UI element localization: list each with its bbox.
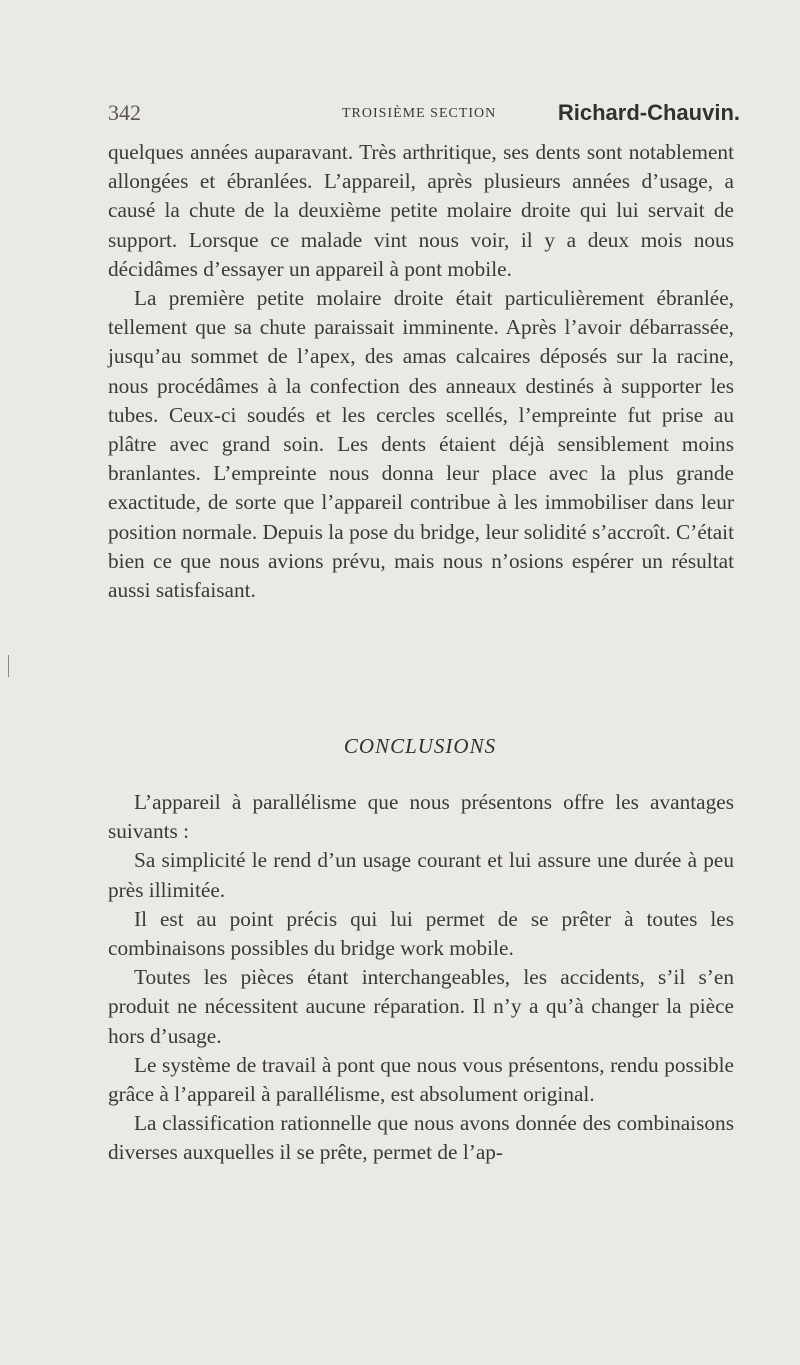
paragraph: quelques années auparavant. Très arthritique, ses dents sont notablement allongées et ébranlées. L’appareil, après plusieurs années d’usage, a causé la chute de la deuxième petite molaire droite qui lui servait de support. Lorsque ce malade vint nous voir, il y a deux mois nous décidâmes d’essayer un appareil à pont mobile.: [108, 140, 734, 281]
page-header: [108, 98, 740, 130]
paragraph: L’appareil à parallélisme que nous présentons offre les avantages suivants :: [108, 790, 734, 844]
running-head-author: Richard-Chauvin.: [557, 100, 740, 125]
paragraph: La classification rationnelle que nous avons donnée des combinaisons diverses auxquelles il se prête, permet de l’ap-: [108, 1111, 734, 1165]
running-head: TROISIÈME SECTION: [342, 106, 497, 121]
margin-mark: [8, 655, 9, 677]
body-text-after: [108, 788, 734, 1168]
paragraph: La première petite molaire droite était particulièrement ébranlée, tellement que sa chute paraissait imminente. Après l’avoir débarrassée, jusqu’au sommet de l’apex, des amas calcaires déposés sur la racine, nous procédâmes à la confection des anneaux destinés à supporter les tubes. Ceux-ci soudés et les cercles scellés, l’empreinte fut prise au plâtre avec grand soin. Les dents étaient déjà sensiblement moins branlantes. L’empreinte nous donna leur place avec la plus grande exactitude, de sorte que l’appareil contribue à les immobiliser dans leur position normale. Depuis la pose du bridge, leur solidité s’accroît. C’était bien ce que nous avions prévu, mais nous n’osions espérer un résultat aussi satisfaisant.: [108, 286, 734, 603]
paragraph: Le système de travail à pont que nous vous présentons, rendu possible grâce à l’appareil à parallélisme, est absolument original.: [108, 1052, 734, 1107]
paragraph: Toutes les pièces étant interchangeables, les accidents, s’il s’en produit ne nécessitent aucune réparation. Il n’y a qu’à changer la pièce hors d’usage.: [108, 965, 734, 1048]
body-text-before: [108, 138, 734, 605]
paragraph: Il est au point précis qui lui permet de se prêter à toutes les combinaisons possibles du bridge work mobile.: [108, 906, 734, 961]
page-number: 342: [108, 100, 141, 125]
paragraph: Sa simplicité le rend d’un usage courant et lui assure une durée à peu près illimitée.: [108, 848, 734, 902]
section-title: CONCLUSIONS: [343, 734, 497, 758]
